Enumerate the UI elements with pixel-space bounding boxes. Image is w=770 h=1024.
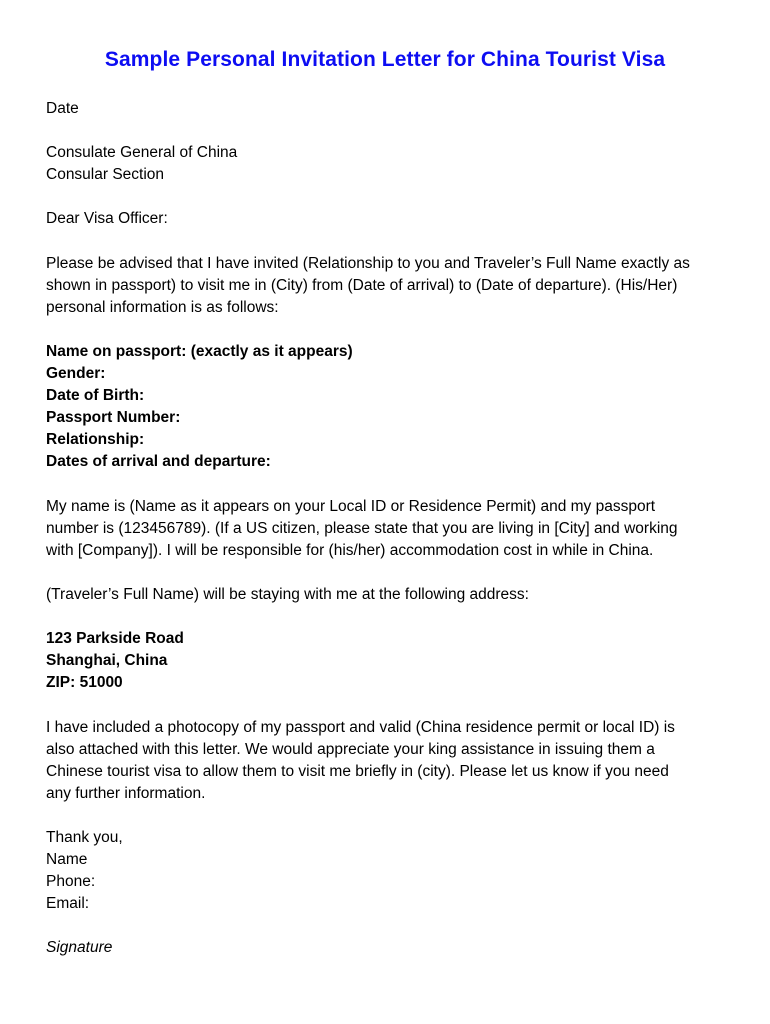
field-date-of-birth: Date of Birth: (46, 387, 145, 404)
signature-label: Signature (46, 939, 113, 956)
signoff-block (46, 827, 726, 915)
recipient-line-1: Consulate General of China (46, 144, 238, 161)
signoff-thanks: Thank you, (46, 829, 123, 846)
address-street: 123 Parkside Road (46, 630, 184, 647)
closing-line: any further information. (46, 785, 206, 802)
staying-line: (Traveler’s Full Name) will be staying with me at the following address: (46, 586, 529, 603)
closing-line: I have included a photocopy of my passport and valid (China residence permit or local ID) is (46, 719, 675, 736)
intro-line: shown in passport) to visit me in (City) from (Date of arrival) to (Date of departure). (His/Her) (46, 277, 678, 294)
host-line: with [Company]). I will be responsible for (his/her) accommodation cost in while in China. (46, 542, 654, 559)
field-dates: Dates of arrival and departure: (46, 453, 271, 470)
address-block (46, 628, 726, 694)
closing-line: Chinese tourist visa to allow them to visit me briefly in (city). Please let us know if you need (46, 763, 669, 780)
address-zip: ZIP: 51000 (46, 674, 123, 691)
intro-line: Please be advised that I have invited (Relationship to you and Traveler’s Full Name exactly as (46, 255, 690, 272)
intro-paragraph (46, 253, 726, 319)
closing-paragraph (46, 717, 726, 805)
field-relationship: Relationship: (46, 431, 145, 448)
host-line: number is (123456789). (If a US citizen, please state that you are living in [City] and working (46, 520, 678, 537)
salutation: Dear Visa Officer: (46, 210, 168, 227)
signoff-email: Email: (46, 895, 90, 912)
traveler-fields (46, 341, 726, 473)
signoff-phone: Phone: (46, 873, 96, 890)
signoff-name: Name (46, 851, 88, 868)
intro-line: personal information is as follows: (46, 299, 279, 316)
host-paragraph (46, 496, 726, 562)
date-label: Date (46, 100, 79, 117)
recipient-line-2: Consular Section (46, 166, 165, 183)
field-gender: Gender: (46, 365, 106, 382)
address-city: Shanghai, China (46, 652, 168, 669)
host-line: My name is (Name as it appears on your Local ID or Residence Permit) and my passport (46, 498, 656, 515)
page-title: Sample Personal Invitation Letter for China Tourist Visa (104, 48, 666, 71)
field-passport-number: Passport Number: (46, 409, 181, 426)
closing-line: also attached with this letter. We would appreciate your king assistance in issuing them a (46, 741, 655, 758)
field-name-on-passport: Name on passport: (exactly as it appears) (46, 343, 353, 360)
